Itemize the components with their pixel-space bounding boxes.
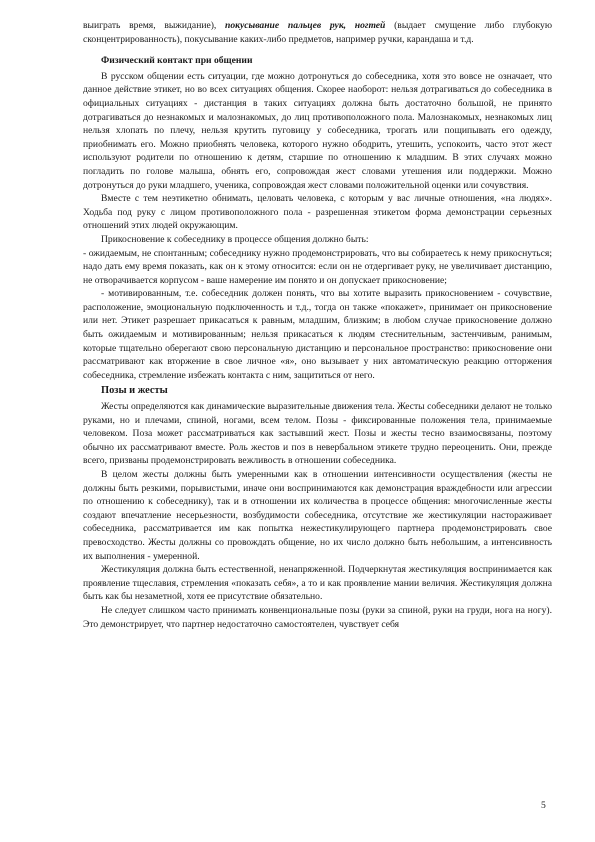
paragraph: Вместе с тем неэтикетно обнимать, целовать человека, с которым у вас личные отношения, «на людях». Ходьба под руку с лицом противоположного пола - разрешенная этикетом форма демонстрации серьезных отношений этих людей окружающим. <box>83 193 552 232</box>
paragraph: Прикосновение к собеседнику в процессе общения должно быть: <box>101 233 369 245</box>
intro-emphasis: покусывание пальцев рук, ногтей <box>225 20 386 31</box>
paragraph: Не следует слишком часто принимать конвенциональные позы (руки за спиной, руки на груди, нога на ногу). Это демонстрирует, что партнер недостаточно самостоятелен, чувствует себя <box>83 604 552 630</box>
section-heading-poses-gestures: Позы и жесты <box>101 385 168 397</box>
list-item: - ожидаемым, не спонтанным; собеседнику нужно продемонстрировать, что вы собираетесь к нему прикоснуться; надо дать ему время показать, как он к этому относится: если он не отдергивает руку, не увеличивает дистанцию, не отворачивается корпусом - ваше намерение им понято и он допускает прикосновение; <box>83 247 552 286</box>
paragraph: В целом жесты должны быть умеренными как в отношении интенсивности осуществления (жесты не должны быть резкими, порывистыми, иначе они воспринимаются как демонстрация враждебности или агрессии по отношению к собеседнику), так и в отношении их количества в процессе общения: многочисленные жесты создают впечатление несерьезности, возбудимости собеседника, отсутствие же жестикуляции настораживает собеседника, рассматривается им как попытка нежестикулирующего партнера продемонстрировать свое превосходство. Жесты должны со провождать общение, но их число должно быть небольшим, а интенсивность их выполнения - умеренной. <box>83 469 552 562</box>
paragraph: Жесты определяются как динамические выразительные движения тела. Жесты собеседники делают не только руками, но и плечами, спиной, ногами, всем телом. Позы - фиксированные положения тела, принимаемые человеком. Поза может рассматриваться как застывший жест. Позы и жесты тесно взаимосвязаны, поэтому обычно их рассматривают вместе. Роль жестов и поз в невербальном этикете трудно переоценить. Они, прежде всего, призваны продемонстрировать вежливость в отношении собеседника. <box>83 401 552 467</box>
page-content <box>83 19 552 631</box>
intro-paragraph <box>83 19 552 46</box>
paragraph: Жестикуляция должна быть естественной, ненапряженной. Подчеркнутая жестикуляция воспринимается как проявление тщеславия, стремления «показать себя», а то и как проявление мании величия. Жестикуляция должна быть как бы незаметной, хотя ее присутствие обязательно. <box>83 564 552 603</box>
list-item: - мотивированным, т.е. собеседник должен понять, что вы хотите выразить прикосновением - сочувствие, расположение, эмоциональную подключенность и т.д., тогда он также «покажет», принимает он прикосновение или нет. Этикет разрешает прикасаться к равным, младшим, близким; в любом случае прикосновение должно быть ожидаемым и мотивированным; нельзя прикасаться к людям стеснительным, застенчивым, ранимым, которые тщательно оберегают свою персональную дистанцию и персональное пространство: прикосновение они рассматривают как вторжение в свое личное «я», оно вызывает у них автоматическую реакцию отторжения собеседника, стремление избежать контакта с ним, защититься от него. <box>83 288 552 381</box>
section-heading-physical-contact: Физический контакт при общении <box>101 55 253 67</box>
intro-text-end: (выдает смущение либо глубокую сконцентрированность), покусывание каких-либо предметов, например ручки, карандаша и т.д. <box>83 20 552 45</box>
page-number: 5 <box>541 800 546 811</box>
paragraph: В русском общении есть ситуации, где можно дотронуться до собеседника, хотя это вовсе не означает, что данное действие этикет, но во всех ситуациях общения. Скорее наоборот: нельзя дотрагиваться до собеседника в официальных ситуациях - дистанция в таких ситуациях должна быть достаточно большой, не принято дотрагиваться до незнакомых и малознакомых, до лиц противоположного пола. Малознакомых, незнакомых лиц нельзя хлопать по плечу, нельзя крутить пуговицу у собеседника, трогать или пощипывать его одежду, приобнимать его. Можно приобнять человека, которого нужно ободрить, утешить, успокоить, часто этот жест используют родители по отношению к детям, старшие по отношению к младшим. В этих случаях можно погладить по голове малыша, обнять его, сопровождая жест словами утешения или поддержки. Можно дотронуться до руки младшего, ученика, сопровождая жест словами положительной оценки или сочувствия. <box>83 70 552 191</box>
intro-text-start: выиграть время, выжидание), <box>83 20 226 31</box>
